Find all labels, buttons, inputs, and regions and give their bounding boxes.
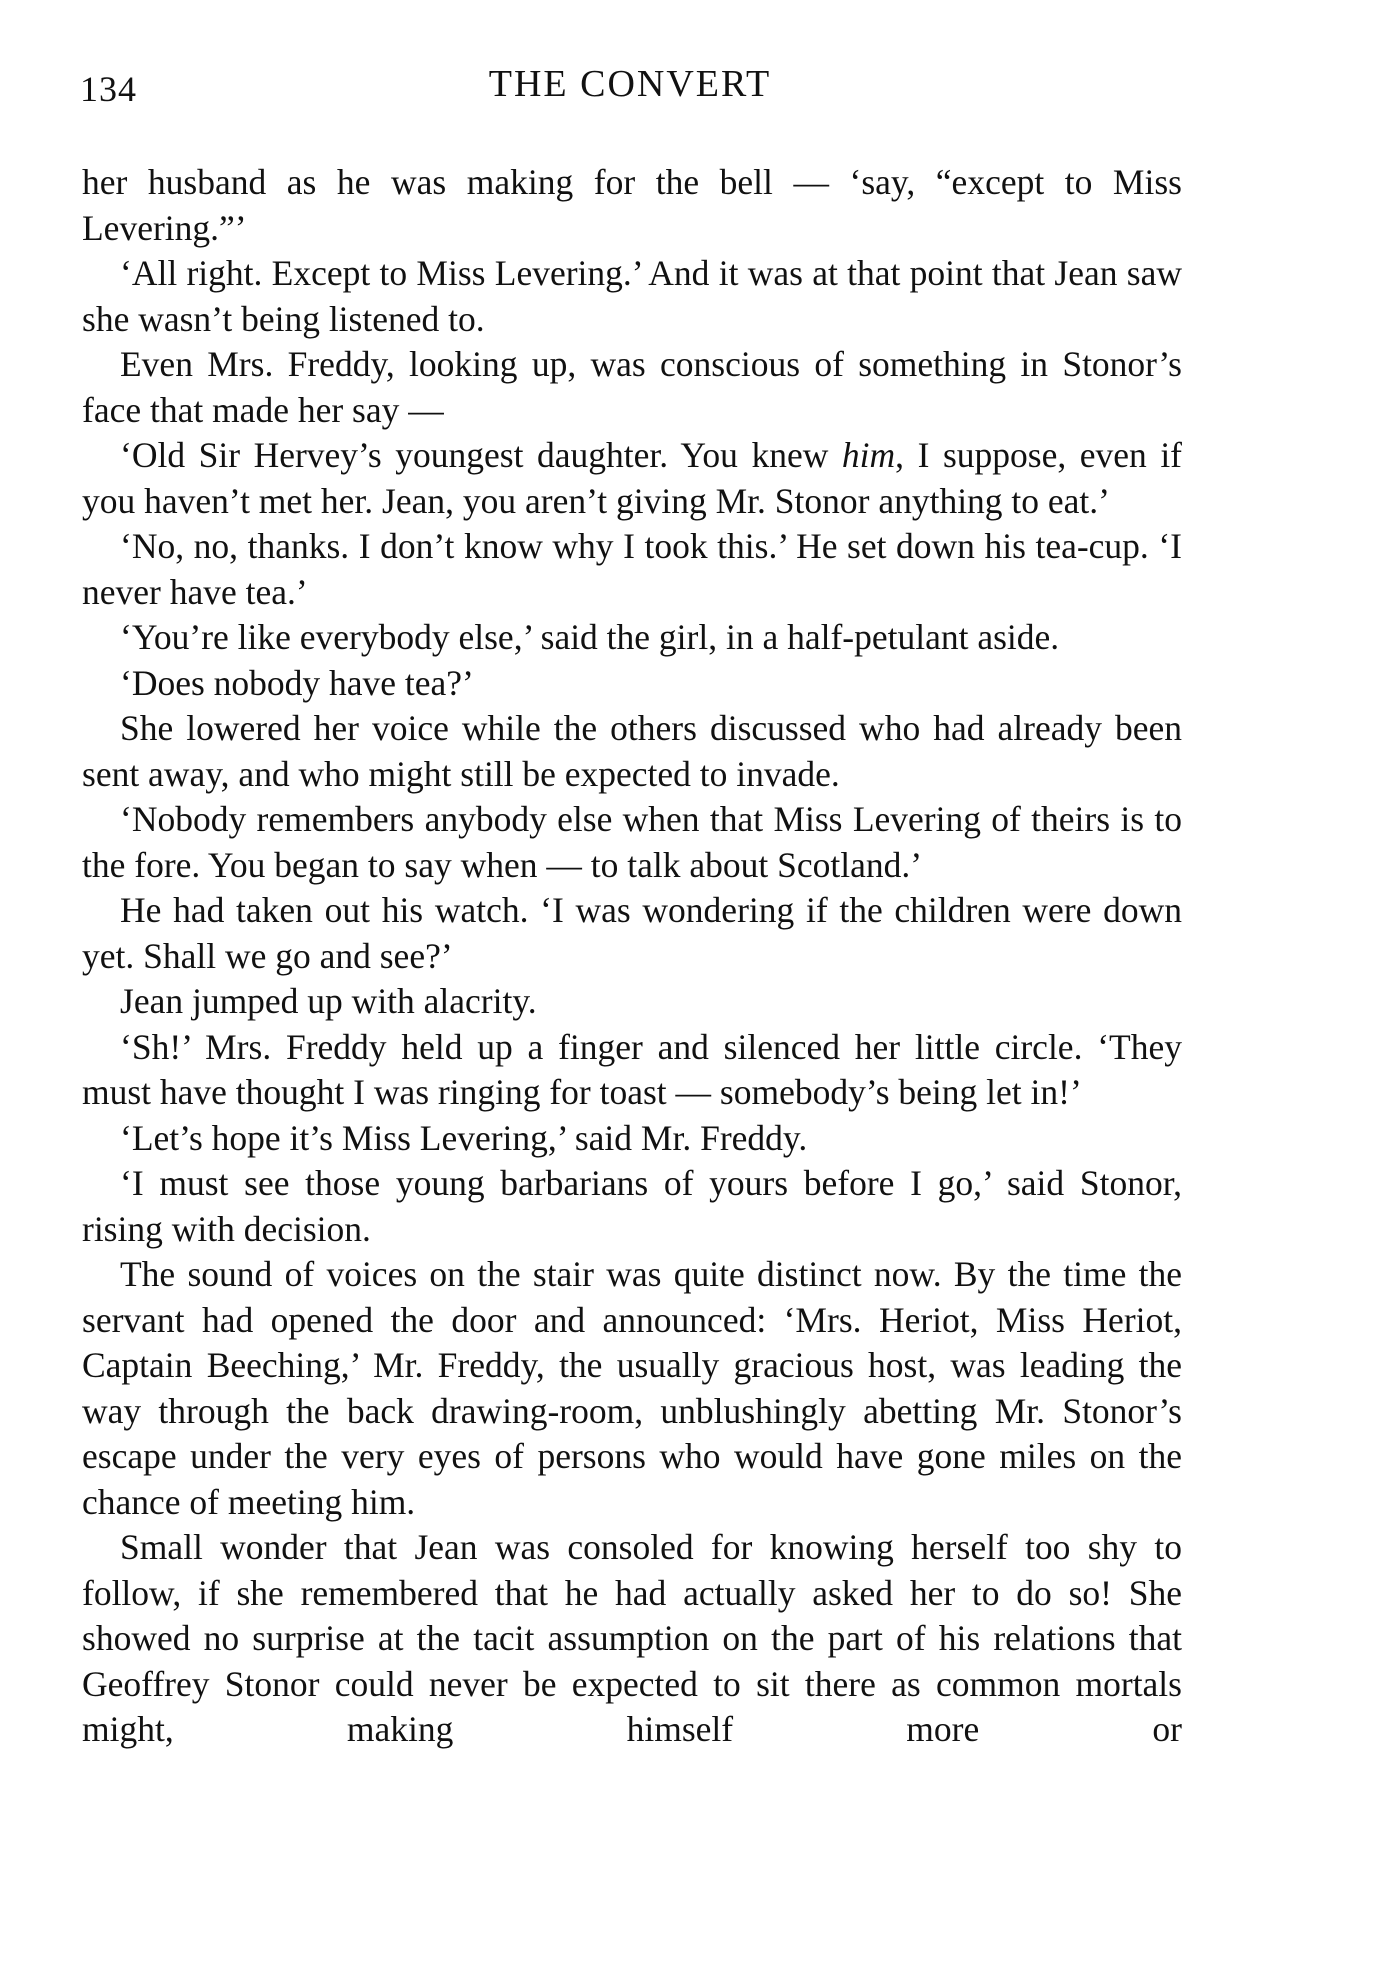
page-header [80,62,1180,122]
body-text [82,160,1182,1753]
page-number: 134 [80,69,137,109]
paragraph: Small wonder that Jean was consoled for knowing herself too shy to follow, if she remembered that he had actually asked her to do so! She showed no surprise at the tacit assumption on the part of his relations that Geoffrey Stonor could never be expected to sit there as common mortals might, making himself more or [82,1527,1182,1749]
paragraph-text: , I suppose, even if you haven’t met her. Jean, you aren’t giving Mr. Stonor anything to eat.’ [82,435,1182,521]
paragraph: ‘No, no, thanks. I don’t know why I took this.’ He set down his tea-cup. ‘I never have tea.’ [82,526,1182,612]
running-title: THE CONVERT [488,63,772,105]
paragraph: He had taken out his watch. ‘I was wondering if the children were down yet. Shall we go and see?’ [82,890,1182,976]
paragraph: ‘Let’s hope it’s Miss Levering,’ said Mr. Freddy. [120,1117,808,1158]
paragraph: Even Mrs. Freddy, looking up, was conscious of something in Stonor’s face that made her say — [82,344,1182,430]
paragraph: The sound of voices on the stair was quite distinct now. By the time the servant had opened the door and announced: ‘Mrs. Heriot, Miss Heriot, Captain Beeching,’ Mr. Freddy, the usually gracious host, was leading the way through the back drawing-room, unblushingly abetting Mr. Stonor’s escape under the very eyes of persons who would have gone miles on the chance of meeting him. [82,1254,1182,1522]
paragraph: her husband as he was making for the bell — ‘say, “except to Miss Levering.”’ [82,162,1182,248]
paragraph [82,433,1182,524]
paragraph: She lowered her voice while the others discussed who had already been sent away, and who might still be expected to invade. [82,708,1182,794]
paragraph: Jean jumped up with alacrity. [120,981,537,1021]
paragraph: ‘Sh!’ Mrs. Freddy held up a finger and silenced her little circle. ‘They must have thought I was ringing for toast — somebody’s being let in!’ [82,1026,1182,1112]
paragraph: ‘You’re like everybody else,’ said the girl, in a half-petulant aside. [120,617,1060,657]
paragraph: ‘I must see those young barbarians of yours before I go,’ said Stonor, rising with decision. [82,1163,1182,1249]
paragraph-text: ‘Old Sir Hervey’s youngest daughter. You knew [120,435,842,475]
paragraph: ‘Nobody remembers anybody else when that Miss Levering of theirs is to the fore. You began to say when — to talk about Scotland.’ [82,799,1182,885]
paragraph: ‘All right. Except to Miss Levering.’ And it was at that point that Jean saw she wasn’t being listened to. [82,253,1182,339]
paragraph: ‘Does nobody have tea?’ [120,662,474,703]
emphasis-text: him [841,435,896,475]
